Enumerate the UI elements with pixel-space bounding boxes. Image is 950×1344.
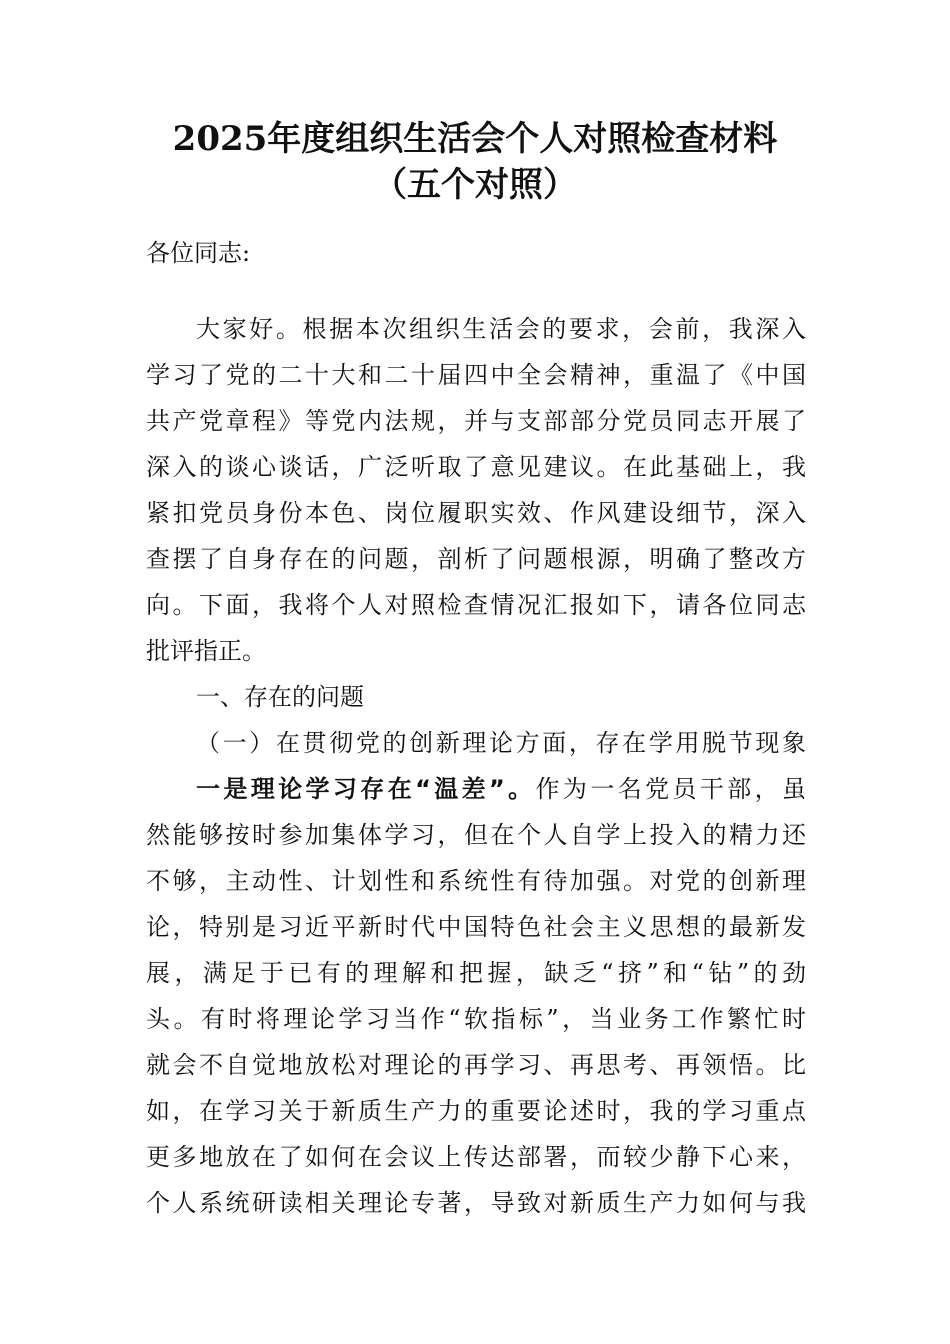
body-line: 不够，主动性、计划性和系统性有待加强。对党的创新理 — [146, 867, 806, 895]
point-lead: 一是理论学习存在“温差”。 — [196, 775, 536, 803]
intro-line: 查摆了自身存在的问题，剖析了问题根源，明确了整改方 — [146, 545, 806, 573]
intro-line: 共产党章程》等党内法规，并与支部部分党员同志开展了 — [146, 407, 806, 435]
body-line: 如，在学习关于新质生产力的重要论述时，我的学习重点 — [146, 1097, 806, 1125]
document-subtitle: （五个对照） — [373, 165, 577, 205]
intro-line: 大家好。根据本次组织生活会的要求，会前，我深入 — [196, 315, 806, 343]
intro-line: 紧扣党员身份本色、岗位履职实效、作风建设细节，深入 — [146, 499, 806, 527]
intro-line: 批评指正。 — [146, 637, 266, 665]
body-line: 就会不自觉地放松对理论的再学习、再思考、再领悟。比 — [146, 1051, 806, 1079]
document-title: 2025年度组织生活会个人对照检查材料 — [172, 119, 778, 159]
body-line: 然能够按时参加集体学习，但在个人自学上投入的精力还 — [146, 821, 806, 849]
body-line: 更多地放在了如何在会议上传达部署，而较少静下心来， — [146, 1143, 806, 1171]
intro-line: 向。下面，我将个人对照检查情况汇报如下，请各位同志 — [146, 591, 806, 619]
point-first-line — [196, 774, 806, 804]
body-line: 展，满足于已有的理解和把握，缺乏“挤”和“钻”的劲 — [146, 959, 806, 987]
body-line: 个人系统研读相关理论专著，导致对新质生产力如何与我 — [146, 1189, 806, 1217]
salutation: 各位同志: — [146, 239, 251, 267]
intro-line: 深入的谈心谈话，广泛听取了意见建议。在此基础上，我 — [146, 453, 806, 481]
section-heading: 一、存在的问题 — [196, 683, 364, 711]
point-first-line-rest: 作为一名党员干部，虽 — [535, 775, 807, 803]
body-line: 论，特别是习近平新时代中国特色社会主义思想的最新发 — [146, 913, 806, 941]
body-line: 头。有时将理论学习当作“软指标”，当业务工作繁忙时 — [146, 1005, 806, 1033]
subsection-heading: （一）在贯彻党的创新理论方面，存在学用脱节现象 — [196, 729, 806, 757]
intro-line: 学习了党的二十大和二十届四中全会精神，重温了《中国 — [146, 361, 806, 389]
